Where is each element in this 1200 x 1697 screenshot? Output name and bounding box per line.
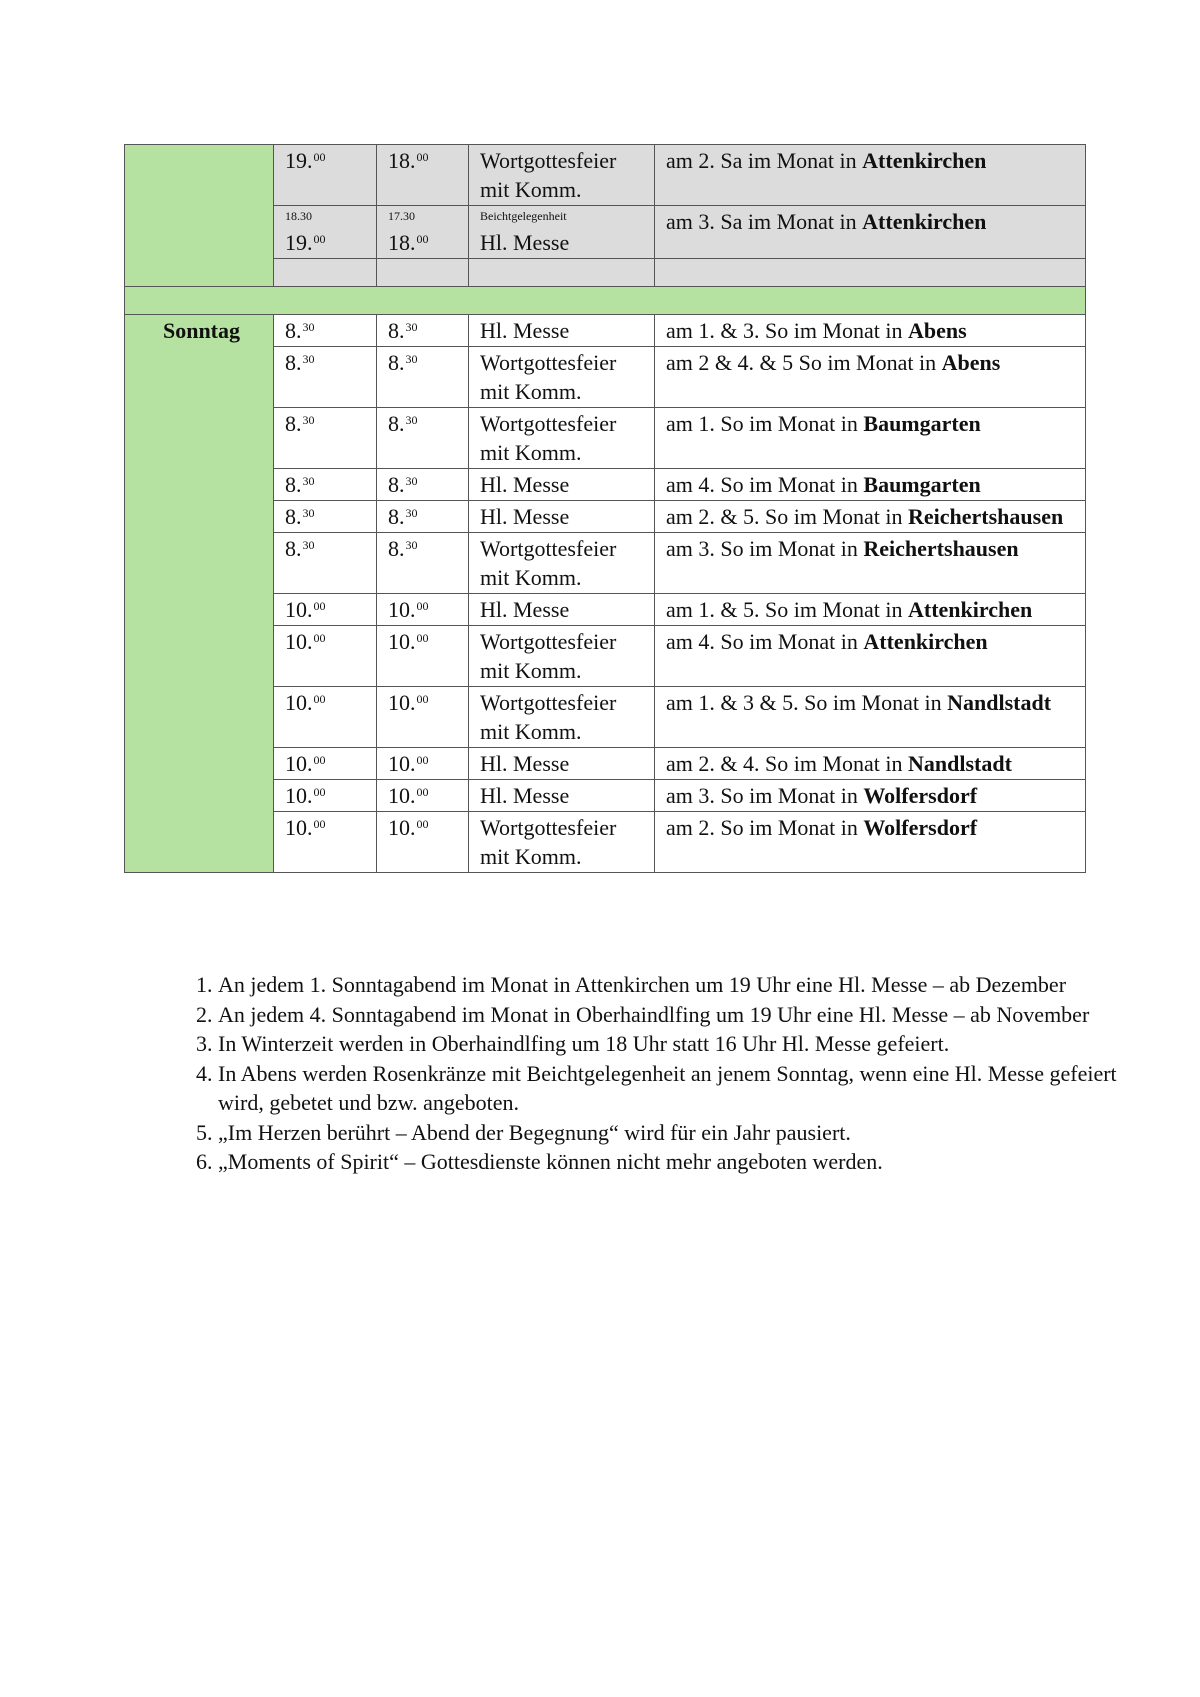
note-item: 5. „Im Herzen berührt – Abend der Begegnung“ wird für ein Jahr pausiert. xyxy=(218,1118,1118,1148)
service-cell: Wortgottesfeier mit Komm. xyxy=(469,408,655,469)
time-cell: 10.00 xyxy=(377,594,469,626)
location-cell: am 2. & 4. So im Monat in Nandlstadt xyxy=(655,748,1086,780)
service-cell: Hl. Messe xyxy=(469,315,655,347)
location-cell: am 4. So im Monat in Baumgarten xyxy=(655,469,1086,501)
saturday-day-cell xyxy=(125,145,274,287)
schedule-body xyxy=(125,145,1086,873)
time-cell: 10.00 xyxy=(274,594,377,626)
location-cell: am 3. Sa im Monat in Attenkirchen xyxy=(655,206,1086,259)
location-cell: am 1. & 3 & 5. So im Monat in Nandlstadt xyxy=(655,687,1086,748)
time-cell: 17.30 18.00 xyxy=(377,206,469,259)
time-cell: 10.00 xyxy=(377,780,469,812)
time-cell: 10.00 xyxy=(377,687,469,748)
table-row xyxy=(125,315,1086,347)
separator-row xyxy=(125,287,1086,315)
time-cell: 8.30 xyxy=(274,347,377,408)
time-cell: 8.30 xyxy=(274,533,377,594)
note-item: 6. „Moments of Spirit“ – Gottesdienste können nicht mehr angeboten werden. xyxy=(218,1147,1118,1177)
note-item: 4. In Abens werden Rosenkränze mit Beichtgelegenheit an jenem Sonntag, wenn eine Hl. Messe gefeiert wird, gebetet und bzw. angeboten. xyxy=(218,1059,1118,1118)
location-cell: am 3. So im Monat in Wolfersdorf xyxy=(655,780,1086,812)
time-cell: 10.00 xyxy=(274,748,377,780)
location-cell: am 2. So im Monat in Wolfersdorf xyxy=(655,812,1086,873)
service-cell: Hl. Messe xyxy=(469,748,655,780)
empty-cell xyxy=(377,259,469,287)
location-cell: am 3. So im Monat in Reichertshausen xyxy=(655,533,1086,594)
service-cell: Beichtgelegenheit Hl. Messe xyxy=(469,206,655,259)
time-cell: 18.00 xyxy=(377,145,469,206)
location-cell: am 2. & 5. So im Monat in Reichertshausen xyxy=(655,501,1086,533)
service-cell: Wortgottesfeier mit Komm. xyxy=(469,145,655,206)
location-cell: am 1. & 5. So im Monat in Attenkirchen xyxy=(655,594,1086,626)
time-cell: 10.00 xyxy=(274,812,377,873)
time-cell: 8.30 xyxy=(377,347,469,408)
note-item: 3. In Winterzeit werden in Oberhaindlfing um 18 Uhr statt 16 Uhr Hl. Messe gefeiert. xyxy=(218,1029,1118,1059)
note-item: 1. An jedem 1. Sonntagabend im Monat in Attenkirchen um 19 Uhr eine Hl. Messe – ab Dezember xyxy=(218,970,1118,1000)
time-cell: 8.30 xyxy=(274,469,377,501)
empty-cell xyxy=(274,259,377,287)
service-cell: Wortgottesfeier mit Komm. xyxy=(469,687,655,748)
location-cell: am 2 & 4. & 5 So im Monat in Abens xyxy=(655,347,1086,408)
sunday-day-cell xyxy=(125,315,274,873)
time-cell: 8.30 xyxy=(377,469,469,501)
time-cell: 19.00 xyxy=(274,145,377,206)
time-cell: 8.30 xyxy=(377,501,469,533)
service-schedule-table xyxy=(124,144,1086,873)
service-cell: Hl. Messe xyxy=(469,469,655,501)
time-cell: 8.30 xyxy=(377,408,469,469)
empty-cell xyxy=(469,259,655,287)
table-row xyxy=(125,145,1086,206)
time-cell: 8.30 xyxy=(377,533,469,594)
location-cell: am 4. So im Monat in Attenkirchen xyxy=(655,626,1086,687)
service-cell: Wortgottesfeier mit Komm. xyxy=(469,347,655,408)
time-cell: 10.00 xyxy=(274,780,377,812)
separator-cell xyxy=(125,287,1086,315)
location-cell: am 1. & 3. So im Monat in Abens xyxy=(655,315,1086,347)
time-cell: 10.00 xyxy=(377,812,469,873)
time-cell: 8.30 xyxy=(274,501,377,533)
time-cell: 10.00 xyxy=(377,626,469,687)
time-cell: 10.00 xyxy=(274,687,377,748)
service-cell: Hl. Messe xyxy=(469,780,655,812)
note-item: 2. An jedem 4. Sonntagabend im Monat in Oberhaindlfing um 19 Uhr eine Hl. Messe – ab November xyxy=(218,1000,1118,1030)
empty-cell xyxy=(655,259,1086,287)
time-cell: 8.30 xyxy=(274,315,377,347)
time-cell: 8.30 xyxy=(377,315,469,347)
time-cell: 8.30 xyxy=(274,408,377,469)
service-cell: Wortgottesfeier mit Komm. xyxy=(469,626,655,687)
time-cell: 10.00 xyxy=(377,748,469,780)
location-cell: am 1. So im Monat in Baumgarten xyxy=(655,408,1086,469)
service-cell: Hl. Messe xyxy=(469,501,655,533)
service-cell: Hl. Messe xyxy=(469,594,655,626)
day-label: Sonntag xyxy=(162,318,241,343)
time-cell: 18.30 19.00 xyxy=(274,206,377,259)
notes-list xyxy=(170,970,1118,1177)
time-cell: 10.00 xyxy=(274,626,377,687)
location-cell: am 2. Sa im Monat in Attenkirchen xyxy=(655,145,1086,206)
service-cell: Wortgottesfeier mit Komm. xyxy=(469,812,655,873)
service-cell: Wortgottesfeier mit Komm. xyxy=(469,533,655,594)
